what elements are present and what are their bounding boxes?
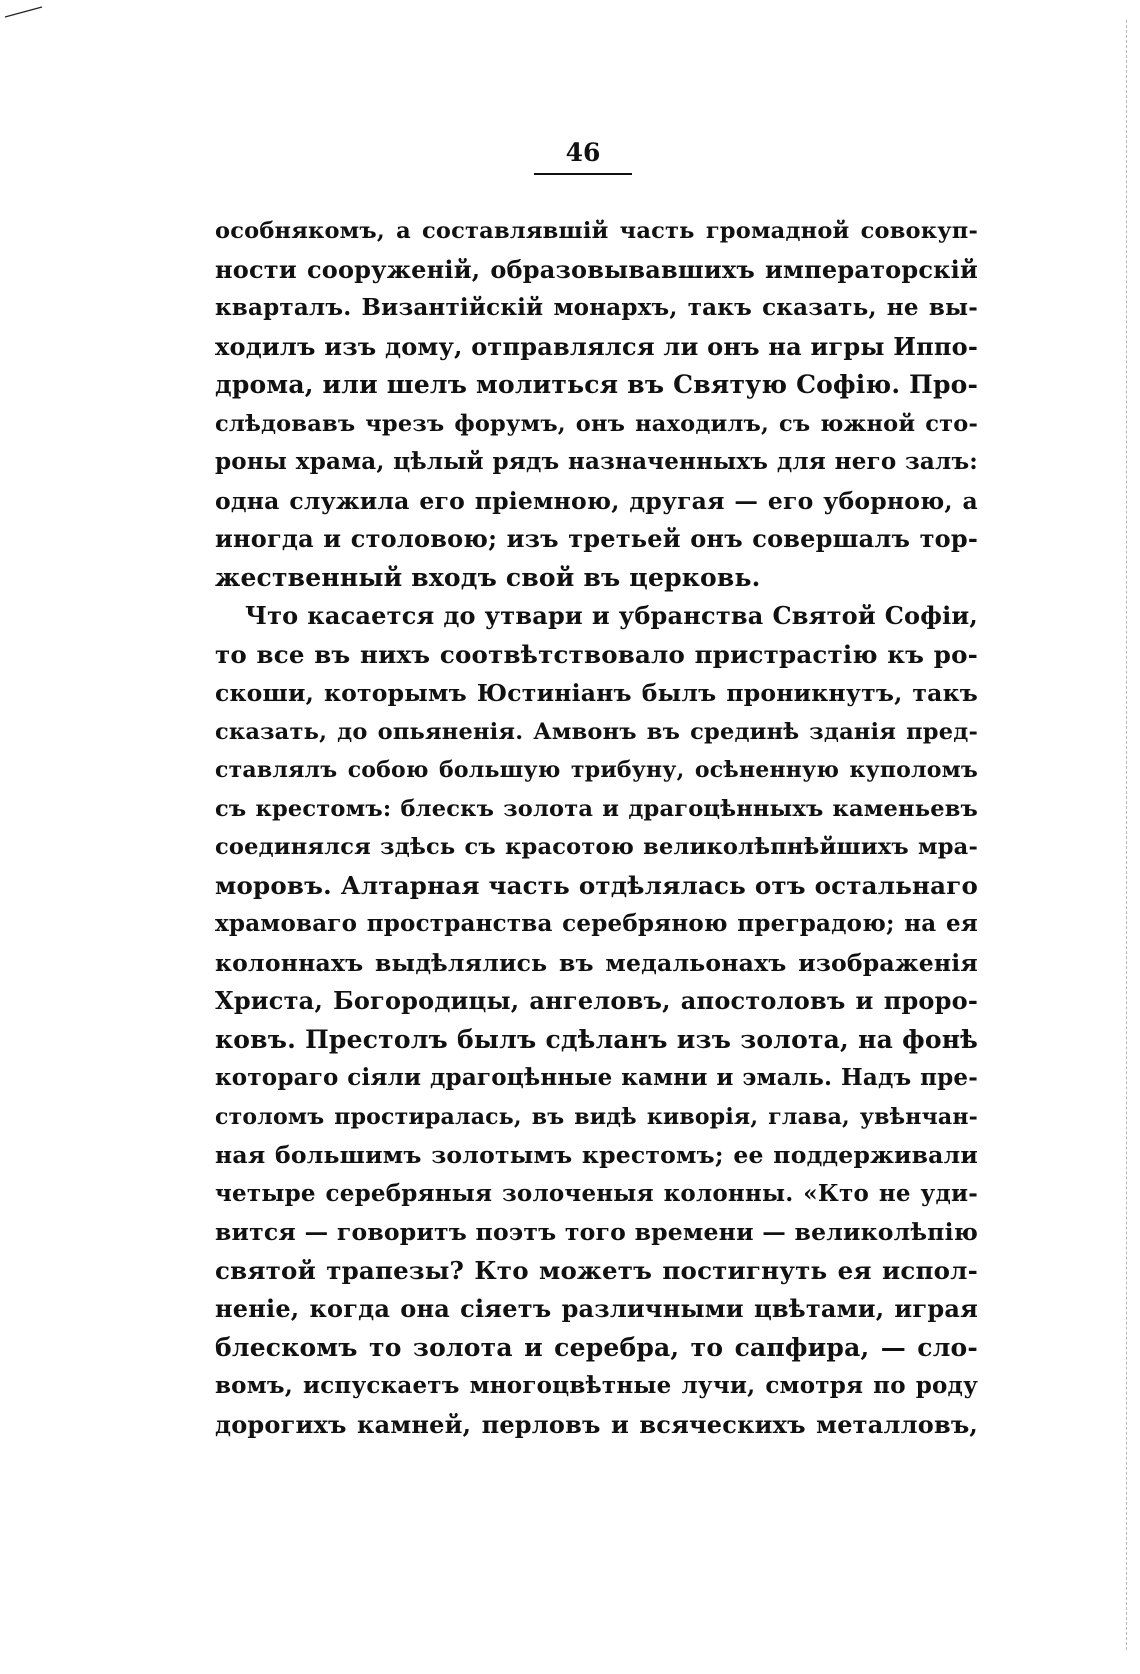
text-line: дрома, или шелъ молиться въ Святую Софію. Про- — [215, 370, 979, 399]
paragraph-1 — [215, 212, 978, 597]
body-text — [215, 212, 978, 1444]
text-line: святой трапезы? Кто можетъ постигнуть ея испол- — [215, 1255, 978, 1285]
text-line: особнякомъ, а составлявшій часть громадной совокуп- — [215, 218, 978, 244]
text-line: то все въ нихъ соотвѣтствовало пристрастію къ ро- — [215, 639, 978, 669]
text-line: съ крестомъ: блескъ золота и драгоцѣнныхъ каменьевъ — [215, 795, 978, 822]
text-line: вомъ, испускаетъ многоцвѣтные лучи, смотря по роду — [215, 1372, 978, 1399]
text-line: слѣдовавъ чрезъ форумъ, онъ находилъ, съ южной сто- — [215, 410, 978, 437]
text-line: ная большимъ золотымъ крестомъ; ее поддерживали — [215, 1141, 978, 1169]
text-line: блескомъ то золота и серебра, то сапфира, — сло- — [215, 1332, 978, 1362]
text-line: ходилъ изъ дому, отправлялся ли онъ на игры Иппо- — [215, 331, 978, 361]
text-line: неніе, когда она сіяетъ различными цвѣтами, играя — [215, 1294, 978, 1323]
text-line: ковъ. Престолъ былъ сдѣланъ изъ золота, на фонѣ — [215, 1024, 978, 1054]
text-line: иногда и столовою; изъ третьей онъ совершалъ тор- — [215, 524, 978, 553]
text-line: жественный входъ свой въ церковь. — [215, 562, 761, 592]
page-number: 46 — [565, 138, 601, 167]
text-line: котораго сіяли драгоцѣнные камни и эмаль. Надъ пре- — [215, 1064, 978, 1091]
text-line: ности сооруженій, образовывавшихъ императорскій — [215, 254, 978, 284]
text-line: Что касается до утвари и убранства Святой Софіи, — [245, 601, 978, 630]
page-edge-line — [1126, 20, 1128, 1650]
text-line: колоннахъ выдѣлялись въ медальонахъ изображенія — [215, 948, 978, 977]
text-line: сказать, до опьяненія. Амвонъ въ срединѣ зданія пред- — [215, 718, 978, 745]
paragraph-2 — [215, 597, 978, 1444]
text-line: одна служила его пріемною, другая — его уборною, а — [215, 486, 978, 515]
text-line: четыре серебряныя золоченыя колонны. «Кто не уди- — [215, 1179, 978, 1207]
page-number-rule — [534, 173, 632, 175]
text-line: ставлялъ собою большую трибуну, осѣненную куполомъ — [215, 757, 978, 783]
text-line: вится — говоритъ поэтъ того времени — великолѣпію — [215, 1218, 978, 1246]
text-line: Христа, Богородицы, ангеловъ, апостоловъ и проро- — [215, 986, 978, 1015]
scan-mark-stroke — [4, 6, 44, 18]
text-line: моровъ. Алтарная часть отдѣлялась отъ остальнаго — [215, 870, 978, 900]
text-line: столомъ простиралась, въ видѣ киворія, глава, увѣнчан- — [215, 1103, 978, 1130]
text-line: роны храма, цѣлый рядъ назначенныхъ для него залъ: — [215, 448, 978, 475]
text-line: дорогихъ камней, перловъ и всяческихъ металловъ, — [215, 1409, 978, 1439]
text-line: соединялся здѣсь съ красотою великолѣпнѣйшихъ мра- — [215, 834, 978, 860]
text-line: скоши, которымъ Юстиніанъ былъ проникнутъ, такъ — [215, 679, 978, 707]
text-line: храмоваго пространства серебряною преградою; на ея — [215, 910, 978, 937]
text-line: кварталъ. Византійскій монархъ, такъ сказать, не вы- — [215, 294, 978, 321]
